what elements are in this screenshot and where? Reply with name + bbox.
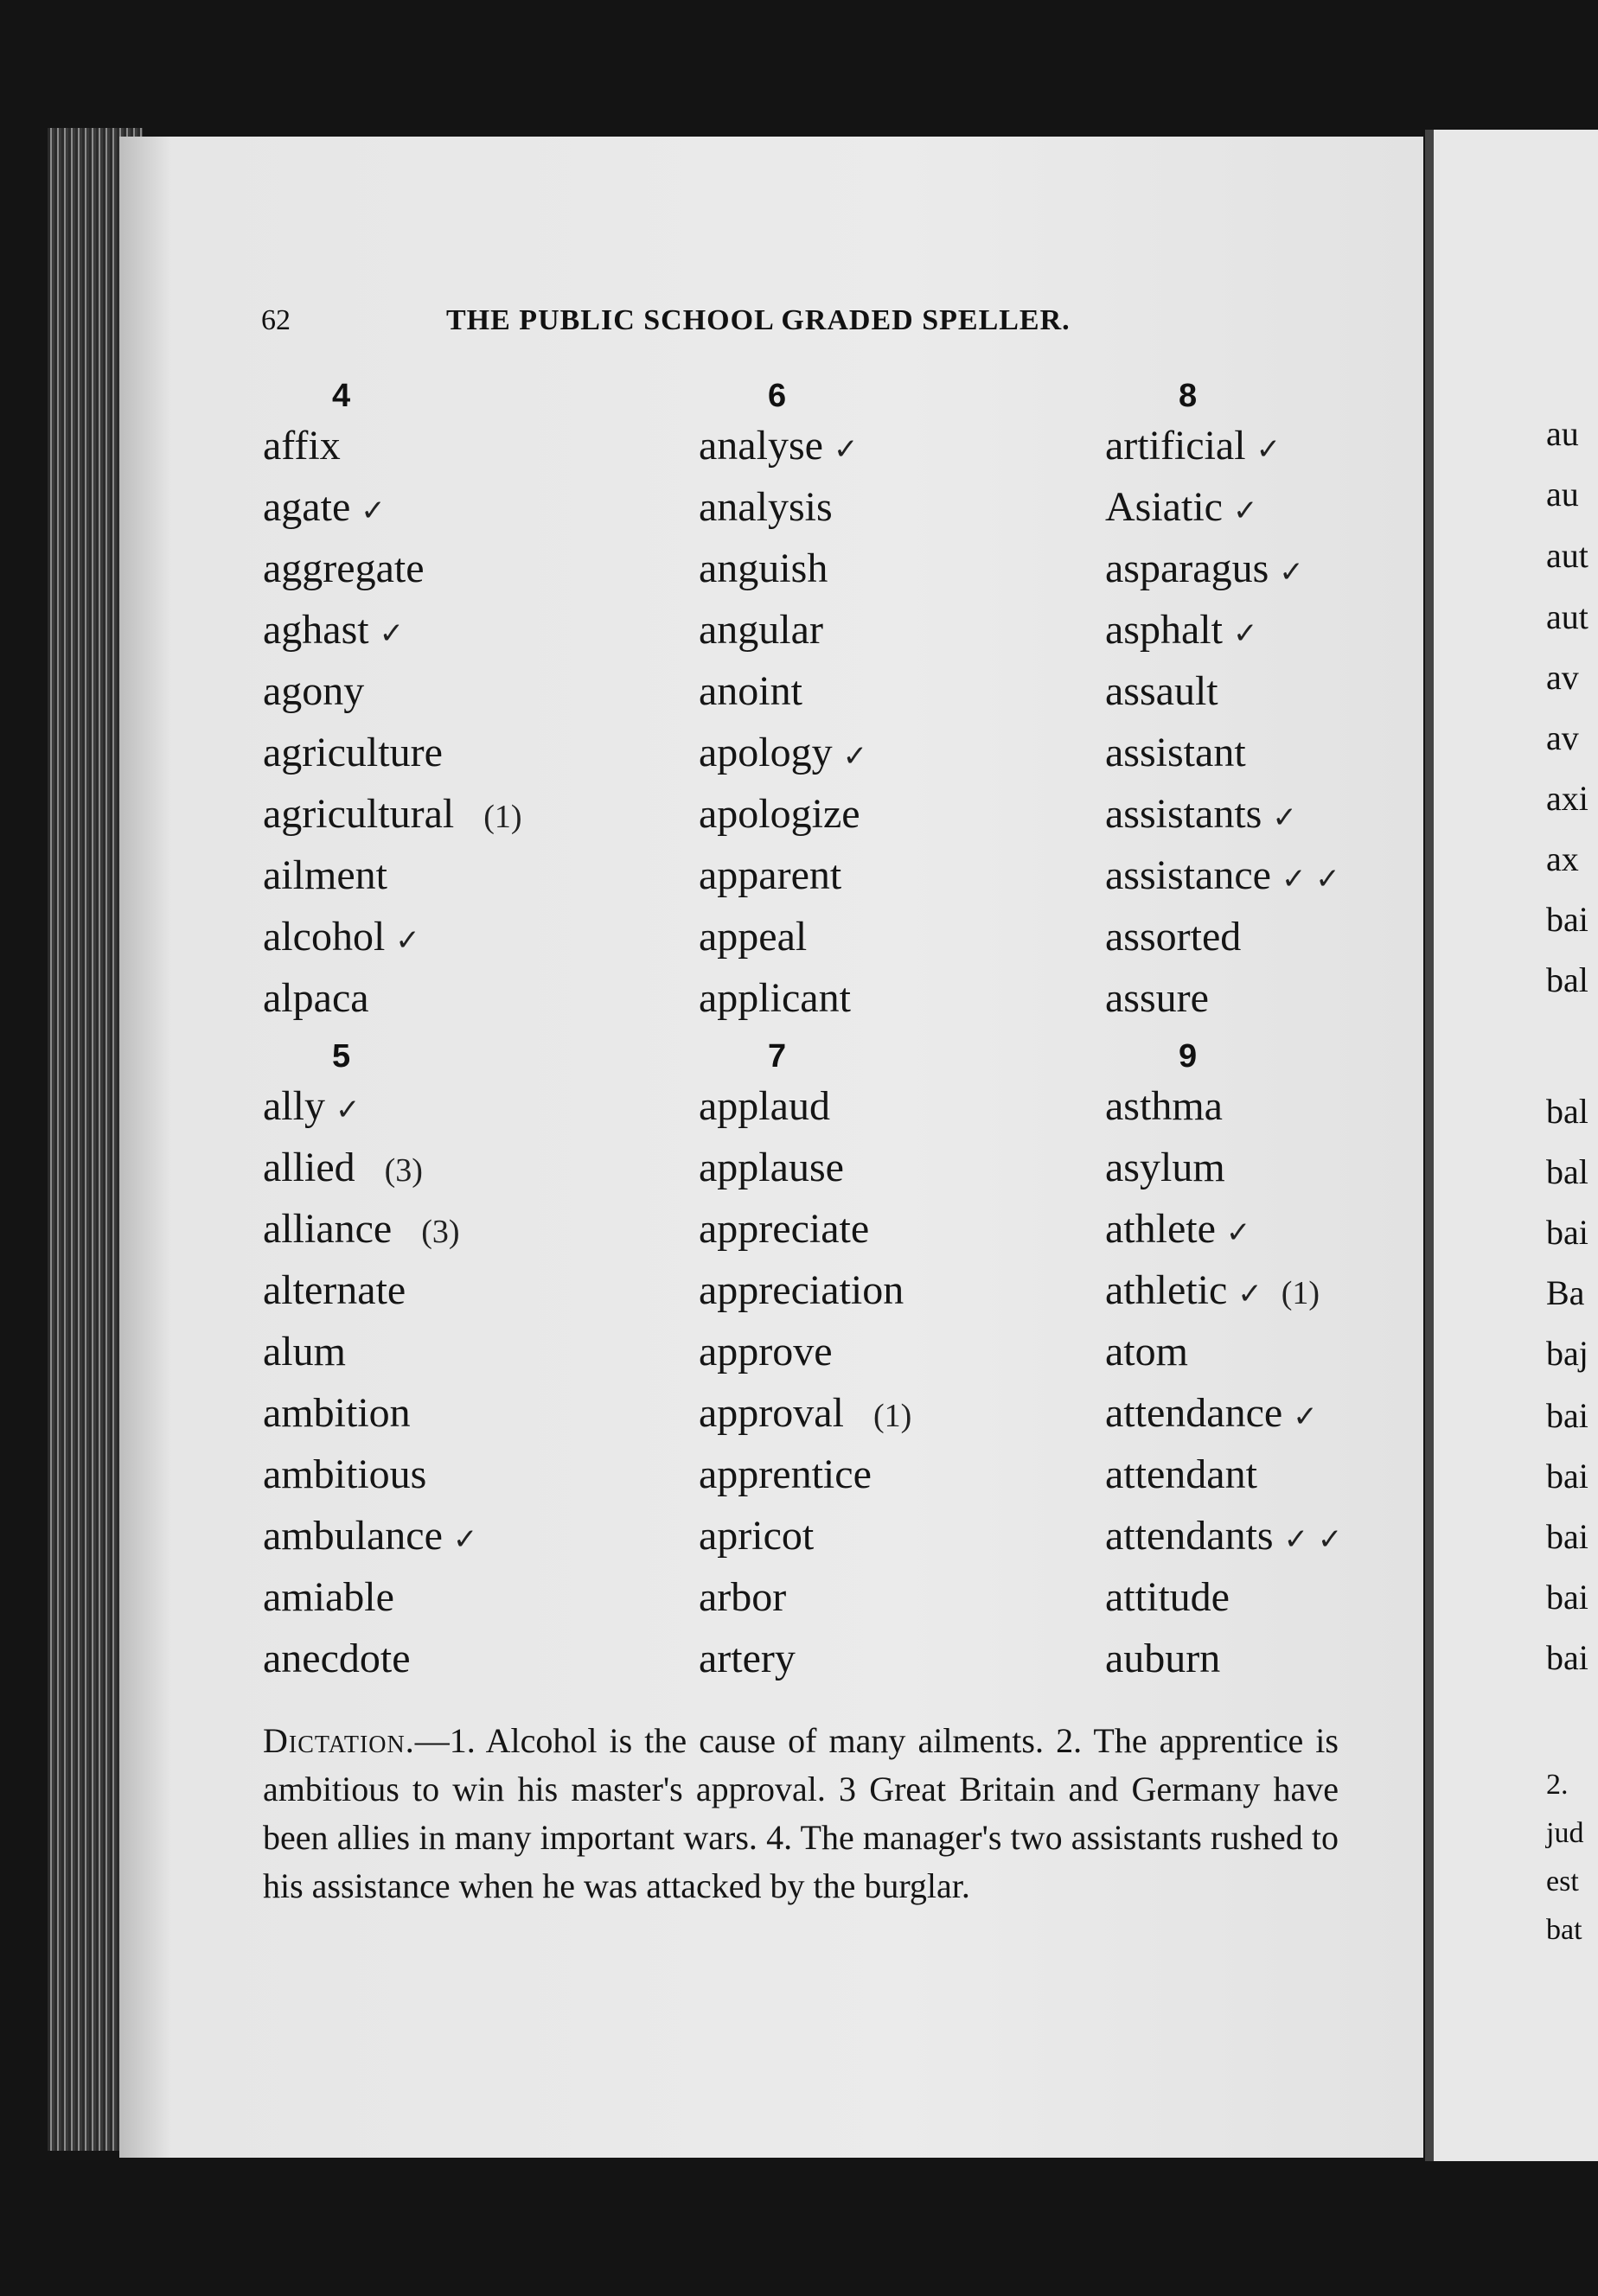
check-mark-icon: ✓ ✓: [1283, 1522, 1343, 1557]
spelling-word: applicant: [699, 975, 851, 1021]
spelling-word: arbor: [699, 1574, 787, 1620]
spelling-word: appreciation: [699, 1267, 904, 1313]
spelling-word: assault: [1105, 668, 1218, 714]
fragment-word: jud: [1546, 1817, 1584, 1849]
word-column-2: [699, 377, 933, 1689]
word-section: [263, 1037, 522, 1689]
spelling-word: aghast ✓: [263, 607, 405, 653]
spelling-word: assistant: [1105, 730, 1246, 775]
spelling-word: artificial ✓: [1105, 423, 1282, 469]
word-section: [1105, 377, 1361, 1029]
spelling-word: allied (3): [263, 1145, 423, 1190]
fragment-word: bai: [1546, 1517, 1588, 1556]
spelling-word: apricot: [699, 1513, 815, 1559]
check-mark-icon: ✓: [1237, 1277, 1262, 1311]
fragment-word: bal: [1546, 1152, 1588, 1191]
running-title: THE PUBLIC SCHOOL GRADED SPELLER.: [446, 304, 1071, 336]
spelling-word: ailment: [263, 852, 387, 898]
spelling-word: appeal: [699, 914, 808, 960]
page-number: 62: [261, 304, 291, 336]
word-column-3: [1105, 377, 1361, 1689]
fragment-word: au: [1546, 414, 1579, 453]
fragment-word: axi: [1546, 779, 1588, 818]
spelling-word: anecdote: [263, 1636, 411, 1681]
spelling-word: assistants ✓: [1105, 791, 1297, 837]
word-note: (1): [483, 799, 522, 835]
spelling-word: approval (1): [699, 1390, 912, 1436]
check-mark-icon: ✓: [842, 739, 868, 774]
fragment-word: bai: [1546, 1638, 1588, 1677]
spelling-word: artery: [699, 1636, 796, 1681]
spelling-word: affix: [263, 423, 341, 469]
check-mark-icon: ✓: [833, 432, 859, 467]
fragment-word: bai: [1546, 1396, 1588, 1435]
spelling-word: applaud: [699, 1083, 830, 1129]
check-mark-icon: ✓: [1232, 616, 1258, 651]
spelling-word: applause: [699, 1145, 844, 1190]
word-note: (3): [421, 1214, 460, 1250]
word-note: (1): [1281, 1275, 1320, 1311]
check-mark-icon: ✓: [1225, 1215, 1251, 1250]
section-number: 7: [768, 1038, 787, 1075]
spelling-word: ally ✓: [263, 1083, 361, 1129]
check-mark-icon: ✓: [1256, 432, 1282, 467]
fragment-word: aut: [1546, 536, 1588, 575]
word-section: [1105, 1037, 1361, 1689]
check-mark-icon: ✓: [335, 1093, 361, 1127]
spelling-word: alcohol ✓: [263, 914, 420, 960]
spelling-word: asthma: [1105, 1083, 1223, 1129]
fragment-word: bai: [1546, 900, 1588, 939]
spelling-word: agate ✓: [263, 484, 386, 530]
dictation-label: Dictation.: [263, 1721, 415, 1760]
check-mark-icon: ✓: [379, 616, 405, 651]
check-mark-icon: ✓: [1272, 800, 1297, 835]
fragment-word: av: [1546, 718, 1579, 757]
check-mark-icon: ✓: [395, 923, 420, 958]
spelling-word: auburn: [1105, 1636, 1221, 1681]
spelling-word: alpaca: [263, 975, 369, 1021]
word-section: [699, 377, 933, 1029]
spelling-word: attendants ✓ ✓: [1105, 1513, 1343, 1559]
word-column-1: [263, 377, 522, 1689]
check-mark-icon: ✓ ✓: [1281, 862, 1340, 896]
spelling-word: ambition: [263, 1390, 411, 1436]
fragment-word: ax: [1546, 839, 1579, 878]
spelling-word: attitude: [1105, 1574, 1230, 1620]
spelling-word: analyse ✓: [699, 423, 859, 469]
spelling-word: agony: [263, 668, 365, 714]
spelling-word: apparent: [699, 852, 842, 898]
spelling-word: agricultural (1): [263, 791, 522, 837]
check-mark-icon: ✓: [1293, 1400, 1318, 1434]
section-number: 4: [332, 378, 351, 414]
spelling-word: asphalt ✓: [1105, 607, 1258, 653]
spelling-word: ambitious: [263, 1451, 427, 1497]
spelling-word: athletic ✓ (1): [1105, 1267, 1320, 1313]
fragment-word: bal: [1546, 960, 1588, 999]
spelling-word: alliance (3): [263, 1206, 460, 1252]
spelling-word: aggregate: [263, 545, 425, 591]
fragment-word: bai: [1546, 1457, 1588, 1496]
check-mark-icon: ✓: [361, 494, 386, 528]
check-mark-icon: ✓: [1279, 555, 1304, 590]
dictation-paragraph: [263, 1717, 1339, 1910]
spelling-word: anguish: [699, 545, 828, 591]
fragment-word: est: [1546, 1866, 1579, 1897]
spelling-word: amiable: [263, 1574, 394, 1620]
fragment-word: Ba: [1546, 1273, 1585, 1312]
book-gutter: [1425, 130, 1434, 2161]
spelling-word: atom: [1105, 1329, 1188, 1374]
adjacent-page-fragment: [1434, 130, 1598, 2161]
spelling-word: angular: [699, 607, 823, 653]
spelling-word: appreciate: [699, 1206, 870, 1252]
spelling-word: agriculture: [263, 730, 443, 775]
fragment-word: bal: [1546, 1092, 1588, 1131]
fragment-word: bat: [1546, 1914, 1582, 1946]
word-note: (3): [384, 1152, 423, 1189]
fragment-word: bai: [1546, 1578, 1588, 1617]
word-section: [699, 1037, 933, 1689]
fragment-word: 2.: [1546, 1769, 1569, 1801]
section-number: 5: [332, 1038, 351, 1075]
spelling-word: athlete ✓: [1105, 1206, 1251, 1252]
spelling-word: assorted: [1105, 914, 1242, 960]
check-mark-icon: ✓: [1232, 494, 1258, 528]
spelling-word: asylum: [1105, 1145, 1225, 1190]
section-number: 6: [768, 378, 787, 414]
spelling-word: attendance ✓: [1105, 1390, 1318, 1436]
spelling-word: alum: [263, 1329, 346, 1374]
spelling-word: Asiatic ✓: [1105, 484, 1258, 530]
check-mark-icon: ✓: [452, 1522, 478, 1557]
spelling-word: apologize: [699, 791, 860, 837]
word-section: [263, 377, 522, 1029]
spelling-word: attendant: [1105, 1451, 1257, 1497]
spelling-word: alternate: [263, 1267, 406, 1313]
spelling-word: apology ✓: [699, 730, 868, 775]
spelling-word: assistance ✓ ✓: [1105, 852, 1340, 898]
word-note: (1): [873, 1398, 912, 1434]
fragment-word: bai: [1546, 1213, 1588, 1252]
fragment-word: baj: [1546, 1334, 1588, 1373]
spelling-word: ambulance ✓: [263, 1513, 478, 1559]
spelling-word: anoint: [699, 668, 802, 714]
spelling-word: assure: [1105, 975, 1209, 1021]
section-number: 8: [1179, 378, 1198, 414]
spelling-word: analysis: [699, 484, 833, 530]
fragment-word: au: [1546, 475, 1579, 513]
section-number: 9: [1179, 1038, 1198, 1075]
fragment-word: aut: [1546, 597, 1588, 636]
spelling-word: apprentice: [699, 1451, 872, 1497]
spelling-word: asparagus ✓: [1105, 545, 1304, 591]
spelling-word: approve: [699, 1329, 833, 1374]
fragment-word: av: [1546, 658, 1579, 697]
dictation-text: —1. Alcohol is the cause of many ailments. 2. The apprentice is ambitious to win his master's approval. 3 Great Britain and Germany have been allies in many important wars. 4. The manager's two assistants rushed to his assistance when he was attacked by the burglar.: [263, 1721, 1339, 1905]
